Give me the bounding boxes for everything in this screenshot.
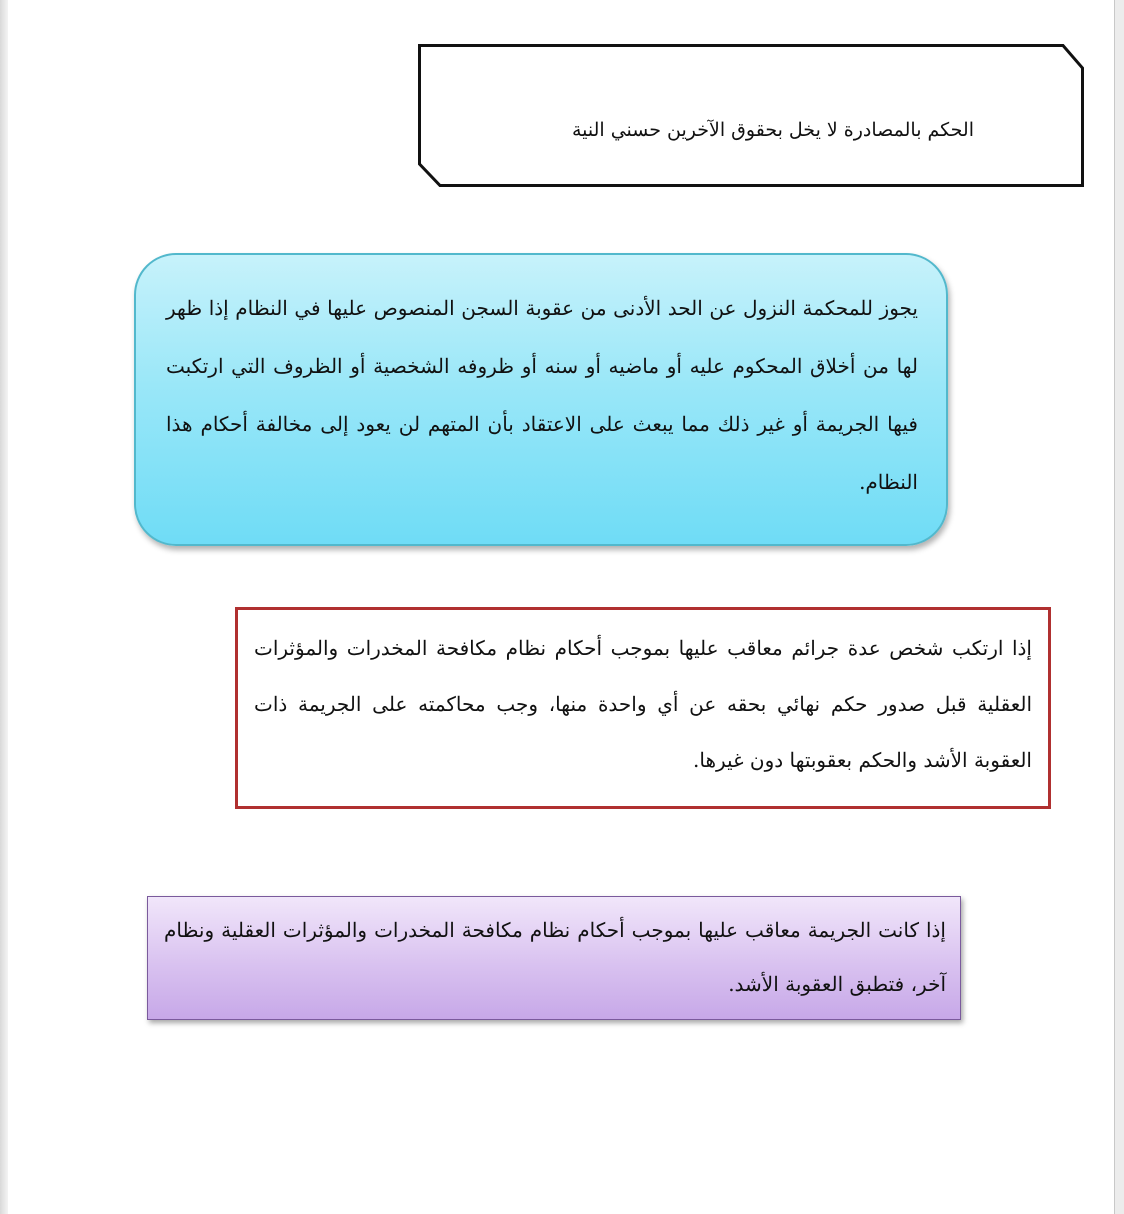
- confiscation-text: الحكم بالمصادرة لا يخل بحقوق الآخرين حسني النية: [571, 119, 974, 141]
- multiple-crimes-box: [235, 607, 1051, 809]
- snipped-rectangle-shape: [418, 44, 1084, 187]
- multiple-crimes-text: إذا ارتكب شخص عدة جرائم معاقب عليها بموجب أحكام نظام مكافحة المخدرات والمؤثرات العقلية قبل صدور حكم نهائي بحقه عن أي واحدة منها، وجب محاكمته على الجريمة ذات العقوبة الأشد والحكم بعقوبتها دون غيرها.: [254, 636, 1032, 772]
- court-reduction-box: [134, 253, 948, 546]
- page-edge-left: [0, 0, 8, 1214]
- court-reduction-text: يجوز للمحكمة النزول عن الحد الأدنى من عقوبة السجن المنصوص عليها في النظام إذا ظهر لها من أخلاق المحكوم عليه أو ماضيه أو سنه أو ظروفه الشخصية أو الظروف التي ارتكبت فيها الجريمة أو غير ذلك مما يبعث على الاعتقاد بأن المتهم لن يعود إلى مخالفة أحكام هذا النظام.: [166, 296, 918, 494]
- other-system-box: [147, 896, 961, 1020]
- confiscation-box: [418, 44, 1084, 187]
- other-system-text: إذا كانت الجريمة معاقب عليها بموجب أحكام نظام مكافحة المخدرات والمؤثرات العقلية ونظام آخر، فتطبق العقوبة الأشد.: [164, 918, 946, 996]
- page-edge-right: [1114, 0, 1124, 1214]
